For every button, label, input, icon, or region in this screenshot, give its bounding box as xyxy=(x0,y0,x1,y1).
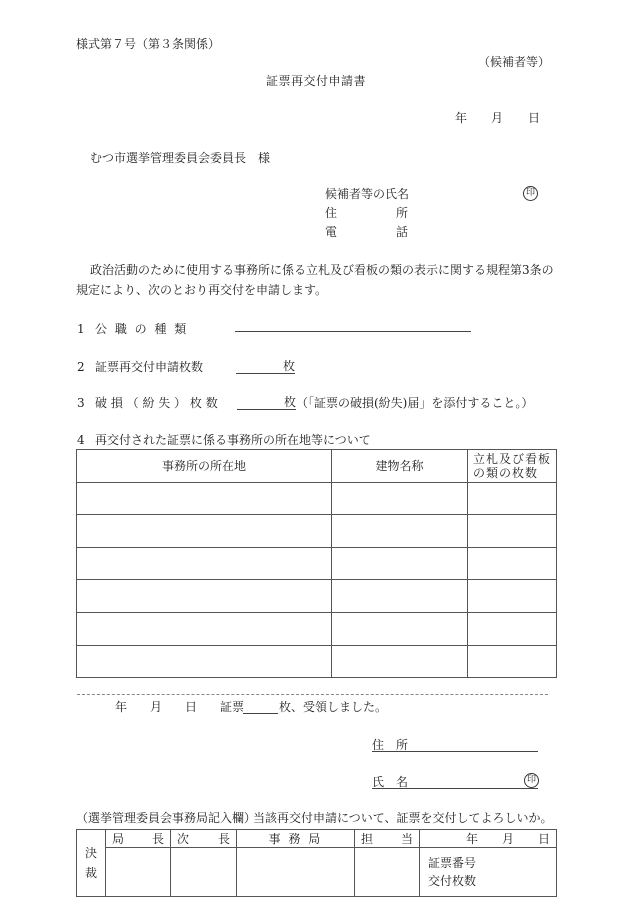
approval-header-row xyxy=(77,830,557,848)
date-month-label: 月 xyxy=(491,111,504,125)
item-number: 2 xyxy=(77,360,85,374)
receipt-suffix: 枚、受領しました。 xyxy=(279,700,388,714)
public-office-type-field[interactable] xyxy=(235,316,471,332)
header-sign-count xyxy=(468,450,557,483)
addressee: むつ市選挙管理委員会委員長 様 xyxy=(90,151,271,165)
approval-year-label: 年 xyxy=(466,831,479,846)
building-name-cell[interactable] xyxy=(332,646,468,678)
header-deputy xyxy=(171,830,237,848)
receipt-month-label: 月 xyxy=(150,700,163,714)
header-staff xyxy=(355,830,420,848)
applicant-phone-label-2: 話 xyxy=(396,225,409,239)
table-row xyxy=(77,483,557,515)
sign-count-cell[interactable] xyxy=(468,548,557,580)
item-label: 公 職 の 種 類 xyxy=(95,322,189,336)
receipt-year-label: 年 xyxy=(115,700,128,714)
sign-count-cell[interactable] xyxy=(468,515,557,548)
sign-count-cell[interactable] xyxy=(468,646,557,678)
date-year-label: 年 xyxy=(455,111,468,125)
receipt-day-label: 日 xyxy=(185,700,198,714)
office-address-cell[interactable] xyxy=(77,548,332,580)
reissue-count-unit: 枚 xyxy=(236,359,295,374)
table-row xyxy=(77,646,557,678)
item-number: 4 xyxy=(77,433,85,447)
office-address-cell[interactable] xyxy=(77,613,332,646)
damaged-count-note: （「証票の破損(紛失)届」を添付すること。） xyxy=(296,396,534,410)
table-row xyxy=(77,548,557,580)
sign-count-cell[interactable] xyxy=(468,580,557,613)
applicant-phone-label-1: 電 xyxy=(325,225,338,239)
receipt-count-field[interactable] xyxy=(243,699,278,714)
approval-day-label: 日 xyxy=(537,831,550,846)
body-text-line-2: 規定により、次のとおり再交付を申請します。 xyxy=(76,283,328,297)
office-address-cell[interactable] xyxy=(77,646,332,678)
header-director-2: 長 xyxy=(151,831,164,846)
office-address-cell[interactable] xyxy=(77,580,332,613)
item-number: 1 xyxy=(77,322,85,336)
approval-month-label: 月 xyxy=(501,831,514,846)
seal-icon: 印 xyxy=(524,773,539,788)
header-deputy-1: 次 xyxy=(177,831,190,846)
building-name-cell[interactable] xyxy=(332,483,468,515)
approval-label-cell xyxy=(77,830,106,897)
table-header-row xyxy=(77,450,557,483)
header-sign-count-line-2: の類の枚数 xyxy=(473,466,539,480)
office-address-cell[interactable] xyxy=(77,515,332,548)
header-sign-count-line-1: 立札及び看板 xyxy=(473,452,552,466)
deputy-stamp-cell[interactable] xyxy=(171,848,237,897)
approval-label-2: 裁 xyxy=(84,866,97,880)
seal-icon: 印 xyxy=(523,186,538,201)
header-office-address: 事務所の所在地 xyxy=(77,450,332,483)
sign-count-cell[interactable] xyxy=(468,613,557,646)
ticket-number-label: 証票番号 xyxy=(428,856,477,870)
approval-stamp-row xyxy=(77,848,557,897)
receipt-prefix: 証票 xyxy=(220,700,245,714)
form-number: 様式第７号（第３条関係） xyxy=(76,37,221,51)
header-director-1: 局 xyxy=(112,831,125,846)
damaged-count-field[interactable] xyxy=(237,394,296,410)
table-row xyxy=(77,580,557,613)
applicant-address-label-1: 住 xyxy=(325,206,338,220)
reissue-count-field[interactable] xyxy=(236,358,295,374)
table-row xyxy=(77,613,557,646)
sign-count-cell[interactable] xyxy=(468,483,557,515)
page-title: 証票再交付申請書 xyxy=(266,74,367,88)
header-staff-2: 当 xyxy=(400,831,413,846)
table-row xyxy=(77,515,557,548)
office-address-cell[interactable] xyxy=(77,483,332,515)
header-approval-date[interactable] xyxy=(420,830,557,848)
building-name-cell[interactable] xyxy=(332,613,468,646)
applicant-type: （候補者等） xyxy=(477,55,550,69)
applicant-name-label: 候補者等の氏名 xyxy=(325,187,410,201)
building-name-cell[interactable] xyxy=(332,548,468,580)
approval-table xyxy=(76,829,557,897)
header-director xyxy=(106,830,171,848)
office-location-table xyxy=(76,449,557,678)
secretariat-stamp-cell[interactable] xyxy=(237,848,355,897)
item-number: 3 xyxy=(77,396,85,410)
issue-info-cell[interactable] xyxy=(420,848,557,897)
building-name-cell[interactable] xyxy=(332,515,468,548)
body-text-line-1: 政治活動のために使用する事務所に係る立札及び看板の類の表示に関する規程第3条の xyxy=(90,263,554,277)
header-deputy-2: 長 xyxy=(217,831,230,846)
receipt-address-underline xyxy=(372,751,538,752)
cut-line-divider xyxy=(77,694,548,695)
office-use-label: （選挙管理委員会事務局記入欄） xyxy=(76,811,257,825)
header-staff-1: 担 xyxy=(361,831,374,846)
header-building-name: 建物名称 xyxy=(332,450,468,483)
issued-count-label: 交付枚数 xyxy=(428,874,477,888)
receipt-name-label: 氏 名 xyxy=(372,775,409,789)
office-use-question: 当該再交付申請について、証票を交付してよろしいか。 xyxy=(253,811,553,825)
director-stamp-cell[interactable] xyxy=(106,848,171,897)
receipt-address-label: 住 所 xyxy=(372,738,409,752)
building-name-cell[interactable] xyxy=(332,580,468,613)
receipt-name-underline xyxy=(372,788,538,789)
date-day-label: 日 xyxy=(528,111,541,125)
staff-stamp-cell[interactable] xyxy=(355,848,420,897)
header-secretariat: 事 務 局 xyxy=(237,830,355,848)
item-label: 再交付された証票に係る事務所の所在地等について xyxy=(95,433,371,447)
applicant-address-label-2: 所 xyxy=(396,206,409,220)
item-label: 破 損 （ 紛 失 ） 枚 数 xyxy=(95,396,218,410)
approval-label-1: 決 xyxy=(84,846,97,860)
damaged-count-unit: 枚 xyxy=(237,395,296,410)
item-label: 証票再交付申請枚数 xyxy=(95,360,204,374)
